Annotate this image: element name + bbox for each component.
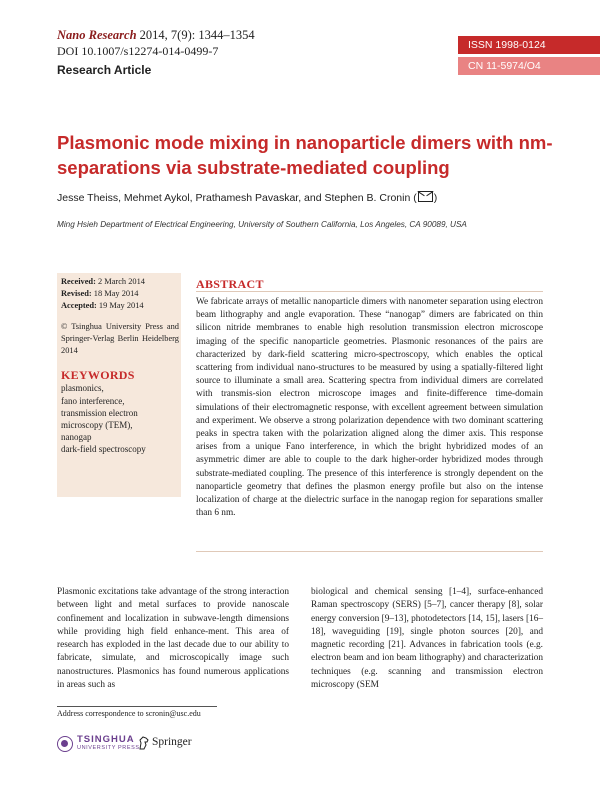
revised-date — [61, 288, 179, 300]
springer-logo-text: Springer — [152, 736, 192, 748]
keyword-item: nanogap — [61, 432, 92, 443]
correspondence-footnote: Address correspondence to scronin@usc.edu — [57, 709, 201, 718]
author-list — [57, 191, 437, 204]
doi: DOI 10.1007/s12274-014-0499-7 — [57, 44, 219, 58]
abstract-bottom-divider — [196, 551, 543, 552]
copyright-notice: © Tsinghua University Press and Springer-Verlag Berlin Heidelberg 2014 — [61, 321, 179, 356]
tsinghua-seal-icon — [57, 736, 73, 752]
accepted-date — [61, 300, 179, 312]
revised-value: 18 May 2014 — [91, 289, 139, 299]
keyword-item: microscopy (TEM), — [61, 420, 133, 431]
authors-text: Jesse Theiss, Mehmet Aykol, Prathamesh Pavaskar, and Stephen B. Cronin ( — [57, 192, 417, 204]
envelope-icon[interactable] — [418, 191, 433, 202]
journal-volume: 2014, 7(9): 1344–1354 — [136, 28, 255, 42]
accepted-value: 19 May 2014 — [96, 301, 144, 311]
keyword-item: dark-field spectroscopy — [61, 444, 146, 455]
article-info-sidebar — [57, 273, 181, 497]
abstract-text: We fabricate arrays of metallic nanoparticle dimers with nanometer separation using electron beam lithography and angle evaporation. These “nanogap” dimers are fabricated on thin silicon nitride membranes to enable high resolution transmission electron microscope imaging of the specific nanoparticle geometries. Plasmonic resonances of the pairs are characterized by dark-field scattering micro-spectroscopy, which enables the optical scattering from individual nano-structures to be measured by using a spatially-filtered light source to illuminate a small area. Scattering spectra from individual dimers are correlated with transmis-sion electron microscope images and finite-difference time-domain simulations of their electromagnetic response, with excellent agreement between simulation and experiment. We observe a strong polarization dependence with two dominant scattering peaks in spectra taken with the polarization aligned along the dimer axis. This response arises from a unique Fano interference, in which the bright hybridized modes of an asymmetric dimer are able to couple to the dark higher-order hybridized modes through substrate-mediated coupling. The presence of this interference is strongly dependent on the nanoparticle geometry that defines the plasmon energy profile but also on the intense localization of charge at the dielectric surface in the nanogap region for separations smaller than 6 nm. — [196, 297, 543, 519]
received-label: Received: — [61, 277, 96, 286]
authors-close: ) — [433, 192, 438, 204]
received-date — [61, 276, 179, 288]
paper-title: Plasmonic mode mixing in nanoparticle dimers with nm-separations via substrate-mediated coupling — [57, 132, 553, 178]
article-type: Research Article — [57, 63, 152, 77]
abstract-divider — [196, 291, 543, 292]
revised-label: Revised: — [61, 289, 92, 299]
abstract-heading: ABSTRACT — [196, 277, 264, 291]
footnote-divider — [57, 706, 217, 707]
tsinghua-logo-subtext: UNIVERSITY PRESS — [77, 745, 140, 751]
body-column-right: biological and chemical sensing [1–4], surface-enhanced Raman spectroscopy (SERS) [5–7], cancer therapy [8], solar energy conversion [9–13], photodetectors [14, 15], lasers [16–18], waveguiding [19], single photon sources [20], and magnetic recording [21]. Advances in fabrication tools (e.g. electron beam and ion beam lithography) and characterization techniques (e.g. scanning and transmission electron microscopy (SEM — [311, 587, 543, 691]
keyword-item: transmission electron — [61, 407, 138, 418]
journal-name: Nano Research — [57, 28, 137, 42]
affiliation: Ming Hsieh Department of Electrical Engineering, University of Southern California, Los Angeles, CA 90089, USA — [57, 220, 467, 229]
keywords-heading: KEYWORDS — [61, 368, 135, 383]
tsinghua-logo-text: TSINGHUA — [77, 734, 135, 745]
journal-citation — [57, 28, 255, 43]
keyword-item: fano interference, — [61, 395, 125, 406]
received-value: 2 March 2014 — [95, 277, 145, 286]
accepted-label: Accepted: — [61, 301, 97, 311]
keyword-item: plasmonics, — [61, 383, 104, 394]
cn-badge: CN 11-5974/O4 — [458, 57, 600, 75]
body-column-left: Plasmonic excitations take advantage of the strong interaction between light and metal surfaces to provide nanoscale confinement and localization in subwave-length dimensions while providing high field enhance-ment. This area of research has exploded in the last decade due to our ability to fabricate, simulate, and microscopically image such nanostructures. Plasmonics has found numerous applications in areas such as — [57, 587, 289, 691]
issn-badge: ISSN 1998-0124 — [458, 36, 600, 54]
springer-horse-icon — [138, 736, 150, 750]
